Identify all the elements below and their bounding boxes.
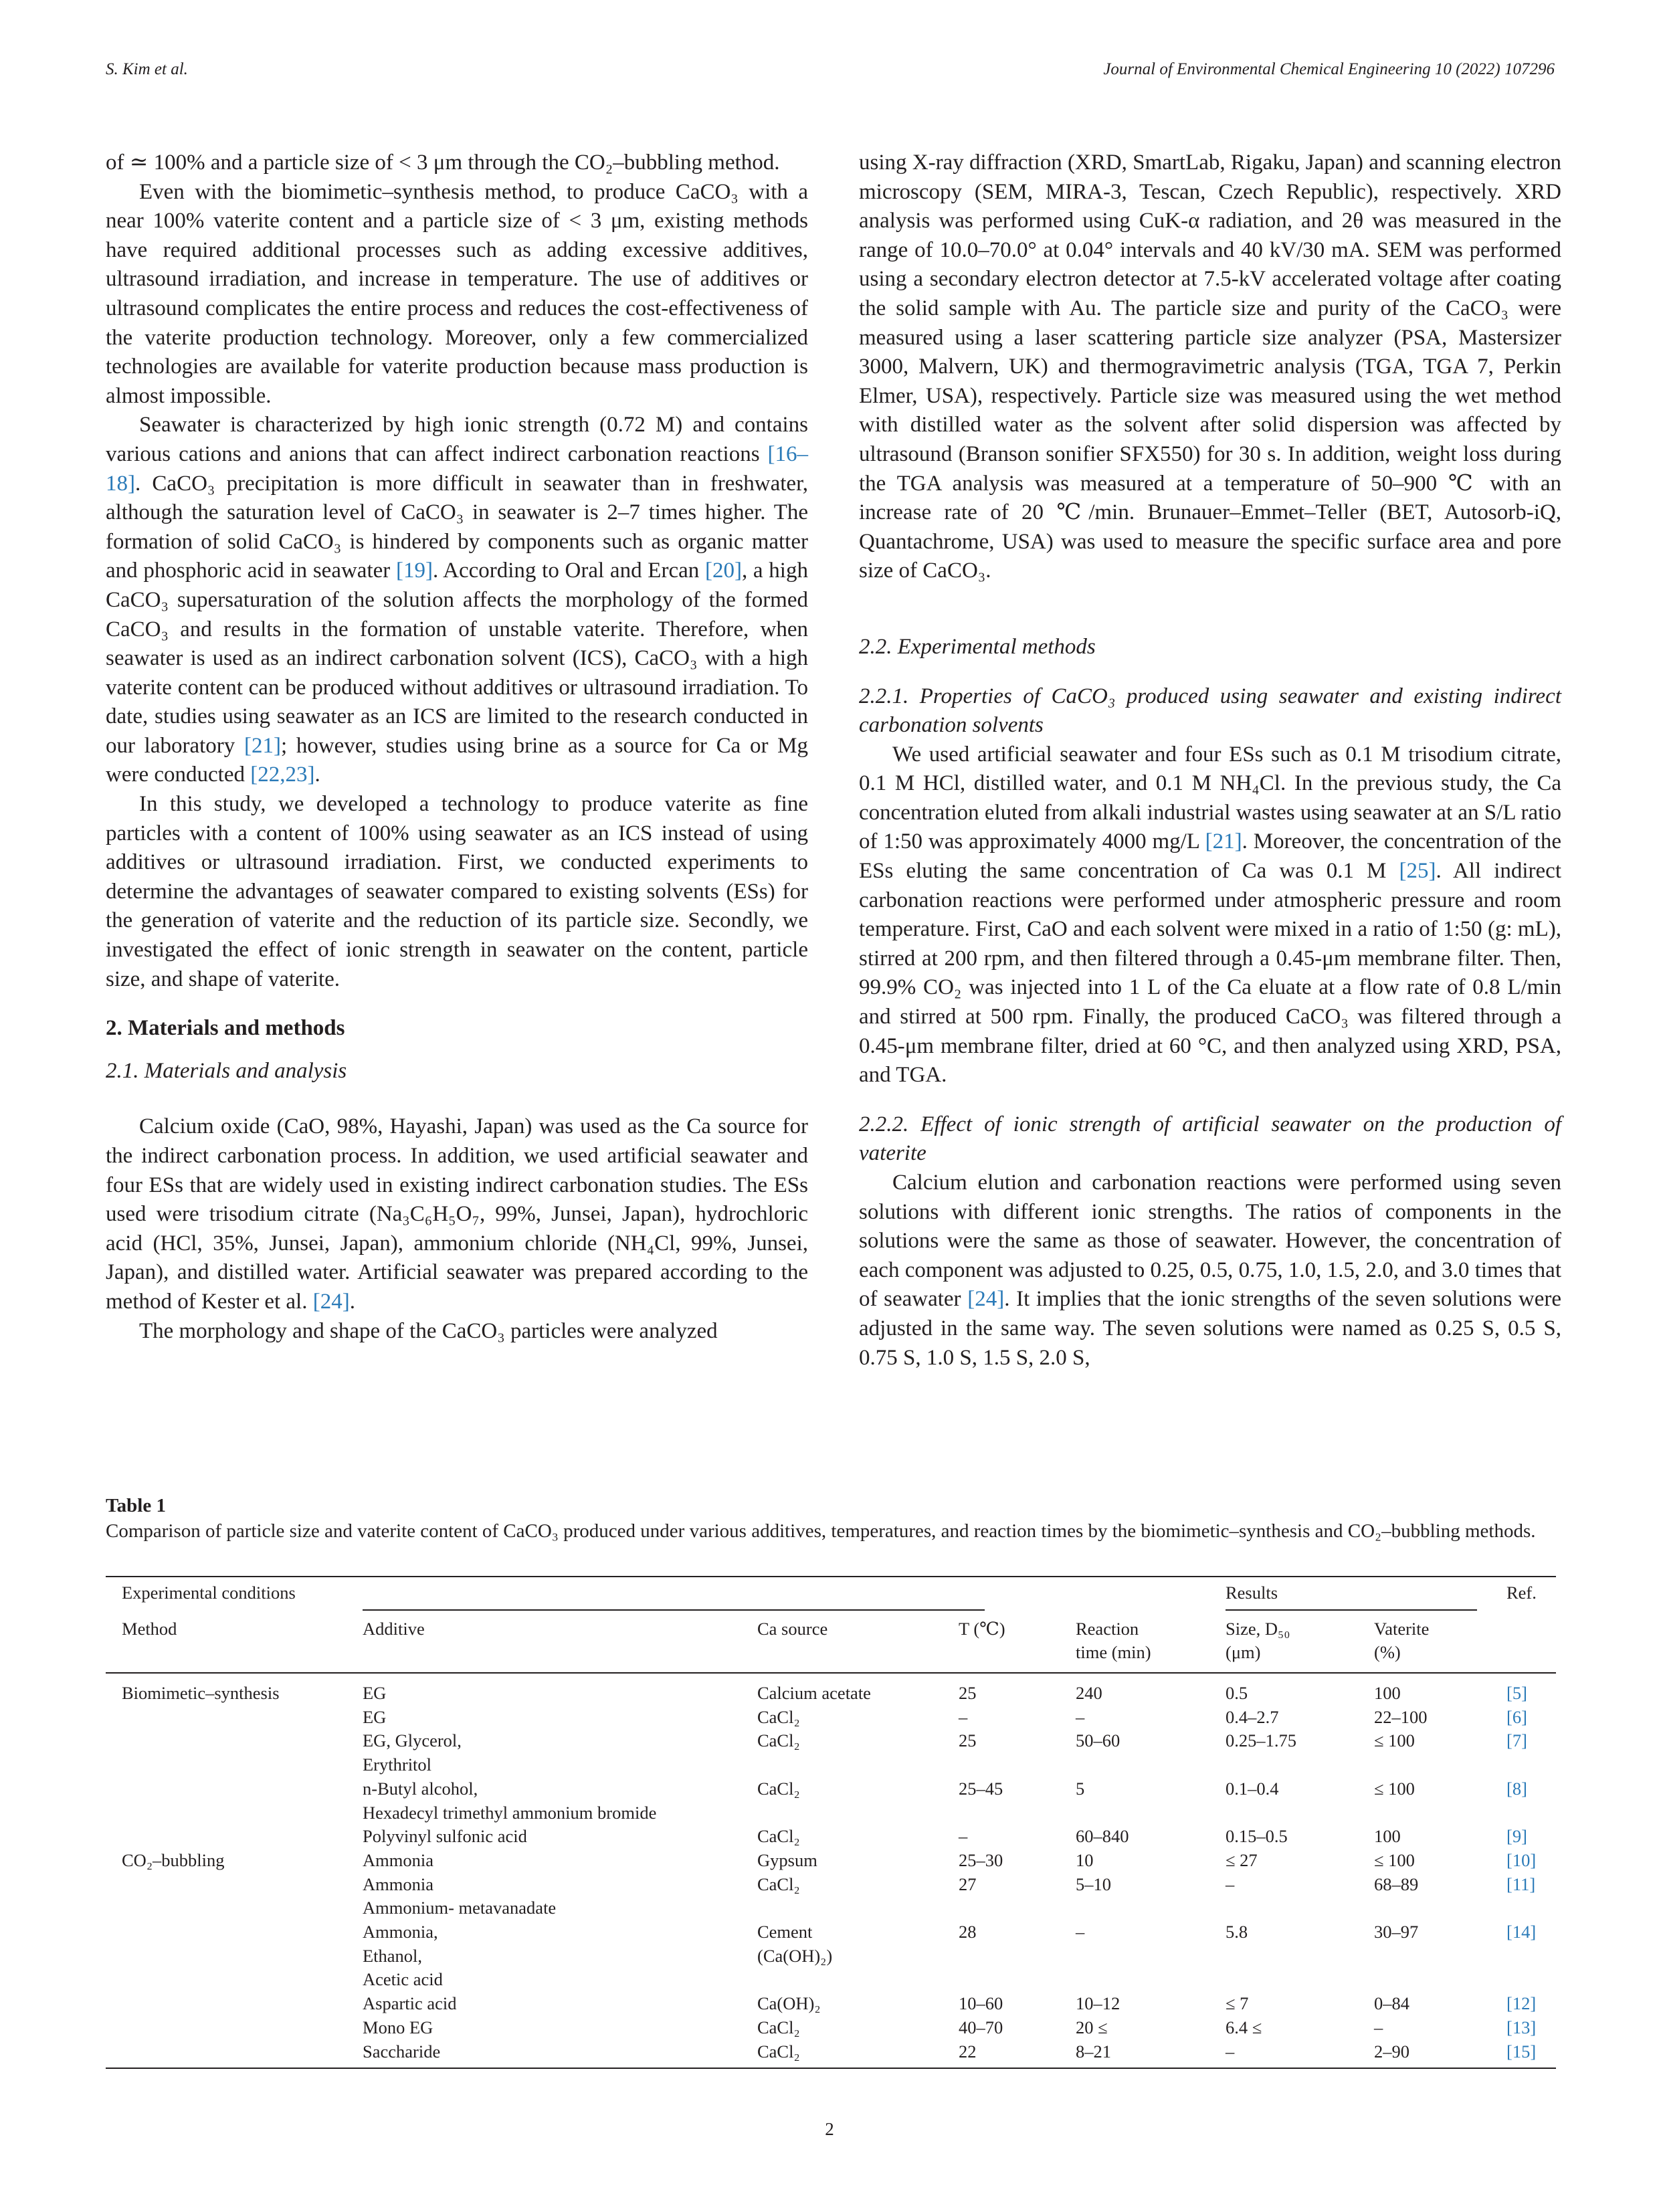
table-column-header: Ca source [757,1619,828,1639]
paragraph: using X-ray diffraction (XRD, SmartLab, Rigaku, Japan) and scanning electron microscopy (SEM, MIRA-3, Tescan, Czech Republic), respectively. XRD analysis was performed using CuK-α radiation, and 2θ was measured in the range of 10.0–70.0° at 0.04° intervals and 40 kV/30 mA. SEM was performed using a secondary electron detector at 7.5-kV accelerated voltage after coating the solid sample with Au. The particle size and purity of the CaCO₃ were measured using a laser scattering particle size analyzer (PSA, Mastersizer 3000, Malvern, UK) and thermogravimetric analysis (TGA, TGA 7, Perkin Elmer, USA), respectively. Particle size was measured using the wet method with distilled water as the solvent after solid dispersion was affected by ultrasound (Branson sonifier SFX550) for 30 s. In addition, weight loss during the TGA analysis was measured at a temperature of 50–900 ℃ with an increase rate of 20 ℃/min. Brunauer–Emmet–Teller (BET, Autosorb-iQ, Quantachrome, USA) was used to measure the specific surface area and pore size of CaCO₃. [859,150,1561,583]
table-group-header: Ref. [1506,1583,1537,1603]
citation-link[interactable]: [19] [396,559,433,583]
section-heading: 2. Materials and methods [106,1016,345,1041]
subsection-heading: 2.2. Experimental methods [859,634,1096,659]
table-cell-ca-source: Cement [757,1922,813,1942]
table-cell-reaction-time: 240 [1076,1683,1102,1703]
paragraph: of ≃ 100% and a particle size of < 3 μm through the CO₂–bubbling method. [106,150,780,175]
table-cell-ca-source: Calcium acetate [757,1683,871,1703]
table-cell-reaction-time: – [1076,1706,1085,1727]
table-cell-vaterite: 68–89 [1374,1874,1419,1894]
table-header-rule [106,1672,1556,1674]
subsubsection-heading: 2.2.2. Effect of ionic strength of artificial seawater on the production of vaterite [859,1112,1561,1166]
table-cell-vaterite: 22–100 [1374,1706,1428,1727]
table-cell-reaction-time: 5–10 [1076,1874,1111,1894]
table-cell-additive: Ethanol, [363,1945,423,1966]
table-cell-ca-source: CaCl₂ [757,1778,800,1799]
table-cell-ca-source: CaCl₂ [757,1826,800,1847]
page-number: 2 [825,2119,834,2139]
table-group-header: Experimental conditions [122,1583,296,1603]
table-cell-size: 0.4–2.7 [1226,1706,1279,1727]
citation-link[interactable]: [24] [967,1287,1005,1312]
table-cell-size: 0.25–1.75 [1226,1730,1296,1751]
paragraph: In this study, we developed a technology to produce vaterite as fine particles with a content of 100% using seawater as an ICS instead of using additives or ultrasound irradiation. First, we conducted experiments to determine the advantages of seawater compared to existing solvents (ESs) for the generation of vaterite and the reduction of its particle size. Secondly, we investigated the effect of ionic strength in seawater on the content, particle size, and shape of vaterite. [106,792,808,991]
table-cell-ref[interactable]: [14] [1506,1922,1537,1942]
table-cell-additive: Polyvinyl sulfonic acid [363,1826,527,1847]
table-cell-temperature: 28 [959,1922,977,1942]
table-cell-vaterite: ≤ 100 [1374,1849,1415,1870]
table-cell-temperature: – [959,1826,968,1847]
table-cell-size: 0.1–0.4 [1226,1778,1279,1799]
table-cell-additive: Ammonium- metavanadate [363,1898,557,1918]
table-cell-vaterite: ≤ 100 [1374,1778,1415,1799]
table-cell-size: 0.5 [1226,1683,1248,1703]
table-cell-vaterite: 30–97 [1374,1922,1419,1942]
table-cell-additive: Ammonia, [363,1922,438,1942]
table-cell-ca-source: CaCl₂ [757,1874,800,1894]
table-cell-additive: Ammonia [363,1874,433,1894]
table-cell-ref[interactable]: [7] [1506,1730,1527,1751]
table-group-rule [1226,1609,1477,1611]
table-top-rule [106,1576,1556,1577]
table-cell-ca-source: (Ca(OH)₂) [757,1945,833,1966]
table-column-header: Size, D₅₀ [1226,1619,1290,1639]
table-cell-size: ≤ 7 [1226,1993,1249,2014]
subsubsection-heading: 2.2.1. Properties of CaCO₃ produced using seawater and existing indirect carbonation solvents [859,684,1561,738]
table-cell-additive: Acetic acid [363,1969,443,1990]
citation-link[interactable]: [16–18] [106,441,808,496]
table-cell-temperature: 25–45 [959,1778,1003,1799]
table-cell-size: 6.4 ≤ [1226,2017,1262,2037]
subsection-heading: 2.1. Materials and analysis [106,1058,347,1083]
table-cell-additive: Mono EG [363,2017,433,2037]
table-cell-ca-source: Ca(OH)₂ [757,1993,821,2014]
table-column-header: Vaterite [1374,1619,1430,1639]
table-cell-ref[interactable]: [8] [1506,1778,1527,1799]
table-cell-vaterite: 2–90 [1374,2041,1409,2062]
table-cell-ref[interactable]: [9] [1506,1826,1527,1847]
table-cell-vaterite: – [1374,2017,1383,2037]
table-cell-vaterite: 100 [1374,1826,1401,1847]
table-column-header: T (℃) [959,1619,1005,1639]
citation-link[interactable]: [21] [243,733,281,758]
table-cell-ref[interactable]: [10] [1506,1849,1537,1870]
table-cell-ca-source: CaCl₂ [757,1730,800,1751]
table-bottom-rule [106,2068,1556,2069]
table-cell-ca-source: CaCl₂ [757,2017,800,2037]
table-group-rule [363,1609,985,1611]
table-cell-vaterite: 100 [1374,1683,1401,1703]
table-cell-temperature: 27 [959,1874,977,1894]
citation-link[interactable]: [22,23] [250,763,315,787]
table-cell-additive: Saccharide [363,2041,441,2062]
citation-link[interactable]: [20] [704,559,742,583]
table-cell-temperature: 22 [959,2041,977,2062]
table-cell-ref[interactable]: [5] [1506,1683,1527,1703]
table-cell-reaction-time: 8–21 [1076,2041,1111,2062]
table-label: Table 1 [106,1495,166,1516]
table-cell-additive: Erythritol [363,1754,432,1775]
table-description: Comparison of particle size and vaterite content of CaCO₃ produced under various additives, temperatures, and reaction times by the biomimetic–synthesis and CO₂–bubbling methods. [106,1520,1536,1542]
running-header-authors: S. Kim et al. [106,60,188,78]
paragraph: Even with the biomimetic–synthesis method, to produce CaCO₃ with a near 100% vaterite content and a particle size of < 3 μm, existing methods have required additional processes such as adding excessive additives, ultrasound irradiation, and increase in temperature. The use of additives or ultrasound complicates the entire process and reduces the cost-effectiveness of the vaterite production technology. Moreover, only a few commercialized technologies are available for vaterite production because mass production is almost impossible. [106,179,808,408]
table-cell-additive: Aspartic acid [363,1993,457,2014]
table-cell-size: – [1226,2041,1235,2062]
table-column-header: (%) [1374,1642,1401,1662]
paragraph: We used artificial seawater and four ESs such as 0.1 M trisodium citrate, 0.1 M HCl, distilled water, and 0.1 M NH₄Cl. In the previous study, the Ca concentration eluted from alkali industrial wastes using seawater at an S/L ratio of 1:50 was approximately 4000 mg/L [21]. Moreover, the concentration of the ESs eluting the same concentration of Ca was 0.1 M [25]. All indirect carbonation reactions were performed under atmospheric pressure and room temperature. First, CaO and each solvent were mixed in a ratio of 1:50 (g: mL), stirred at 200 rpm, and then filtered through a 0.45-μm membrane filter. Then, 99.9% CO₂ was injected into 1 L of the Ca eluate at a flow rate of 0.8 L/min and stirred at 500 rpm. Finally, the produced CaCO₃ was filtered through a 0.45-μm membrane filter, dried at 60 °C, and then analyzed using XRD, PSA, and TGA. [859,742,1561,1088]
table-cell-size: ≤ 27 [1226,1849,1258,1870]
table-cell-size: – [1226,1874,1235,1894]
table-cell-ref[interactable]: [11] [1506,1874,1536,1894]
table-cell-vaterite: 0–84 [1374,1993,1409,2014]
table-cell-temperature: 25 [959,1730,977,1751]
citation-link[interactable]: [24] [312,1289,350,1314]
table-cell-additive: EG [363,1683,387,1703]
table-column-header: (μm) [1226,1642,1261,1662]
table-cell-ref[interactable]: [6] [1506,1706,1527,1727]
table-cell-reaction-time: 50–60 [1076,1730,1120,1751]
table-cell-additive: Hexadecyl trimethyl ammonium bromide [363,1802,657,1823]
table-column-header: Method [122,1619,177,1639]
table-cell-method: CO₂–bubbling [122,1849,225,1870]
table-cell-size: 0.15–0.5 [1226,1826,1288,1847]
table-caption [106,1493,1555,1544]
table-cell-reaction-time: 5 [1076,1778,1085,1799]
table-cell-reaction-time: – [1076,1922,1085,1942]
table-cell-temperature: 25–30 [959,1849,1003,1870]
right-text-column [859,148,1561,1373]
table-cell-ca-source: CaCl₂ [757,1706,800,1727]
table-cell-vaterite: ≤ 100 [1374,1730,1415,1751]
running-header-journal: Journal of Environmental Chemical Engineering 10 (2022) 107296 [1103,60,1555,78]
table-cell-ref[interactable]: [13] [1506,2017,1537,2037]
table-cell-temperature: 40–70 [959,2017,1003,2037]
citation-link[interactable]: [21] [1205,829,1242,854]
table-cell-reaction-time: 20 ≤ [1076,2017,1108,2037]
table-cell-method: Biomimetic–synthesis [122,1683,280,1703]
table-cell-size: 5.8 [1226,1922,1248,1942]
table-cell-temperature: 10–60 [959,1993,1003,2014]
table-cell-additive: EG, Glycerol, [363,1730,462,1751]
table-cell-ref[interactable]: [15] [1506,2041,1537,2062]
table-cell-additive: Ammonia [363,1849,433,1870]
table-cell-ref[interactable]: [12] [1506,1993,1537,2014]
table-cell-reaction-time: 60–840 [1076,1826,1129,1847]
table-cell-ca-source: CaCl₂ [757,2041,800,2062]
left-text-column [106,148,808,1346]
table-group-header: Results [1226,1583,1278,1603]
table-cell-reaction-time: 10–12 [1076,1993,1120,2014]
table-cell-additive: n-Butyl alcohol, [363,1778,478,1799]
paragraph: Calcium oxide (CaO, 98%, Hayashi, Japan) was used as the Ca source for the indirect carbonation process. In addition, we used artificial seawater and four ESs that are widely used in existing indirect carbonation studies. The ESs used were trisodium citrate (Na₃C₆H₅O₇, 99%, Junsei, Japan), hydrochloric acid (HCl, 35%, Junsei, Japan), ammonium chloride (NH₄Cl, 99%, Junsei, Japan), and distilled water. Artificial seawater was prepared according to the method of Kester et al. [24]. [106,1114,808,1314]
paragraph: Calcium elution and carbonation reactions were performed using seven solutions with different ionic strengths. The ratios of components in the solutions were the same as those of seawater. However, the concentration of each component was adjusted to 0.25, 0.5, 0.75, 1.0, 1.5, 2.0, and 3.0 times that of seawater [24]. It implies that the ionic strengths of the seven solutions were adjusted in the same way. The seven solutions were named as 0.25 S, 0.5 S, 0.75 S, 1.0 S, 1.5 S, 2.0 S, [859,1171,1561,1370]
citation-link[interactable]: [25] [1399,859,1436,884]
table-column-header: Reaction [1076,1619,1139,1639]
table-cell-temperature: – [959,1706,968,1727]
table-column-header: time (min) [1076,1642,1151,1662]
table-cell-temperature: 25 [959,1683,977,1703]
table-cell-reaction-time: 10 [1076,1849,1094,1870]
paragraph: The morphology and shape of the CaCO₃ particles were analyzed [139,1318,718,1343]
table-cell-additive: EG [363,1706,387,1727]
table-column-header: Additive [363,1619,425,1639]
paragraph: Seawater is characterized by high ionic strength (0.72 M) and contains various cations and anions that can affect indirect carbonation reactions [16–18]. CaCO₃ precipitation is more difficult in seawater than in freshwater, although the saturation level of CaCO₃ in seawater is 2–7 times higher. The formation of solid CaCO₃ is hindered by components such as organic matter and phosphoric acid in seawater [19]. According to Oral and Ercan [20], a high CaCO₃ supersaturation of the solution affects the morphology of the formed CaCO₃ and results in the formation of unstable vaterite. Therefore, when seawater is used as an indirect carbonation solvent (ICS), CaCO₃ with a high vaterite content can be produced without additives or ultrasound irradiation. To date, studies using seawater as an ICS are limited to the research conducted in our laboratory [21]; however, studies using brine as a source for Ca or Mg were conducted [22,23]. [106,413,808,787]
table-cell-ca-source: Gypsum [757,1849,817,1870]
